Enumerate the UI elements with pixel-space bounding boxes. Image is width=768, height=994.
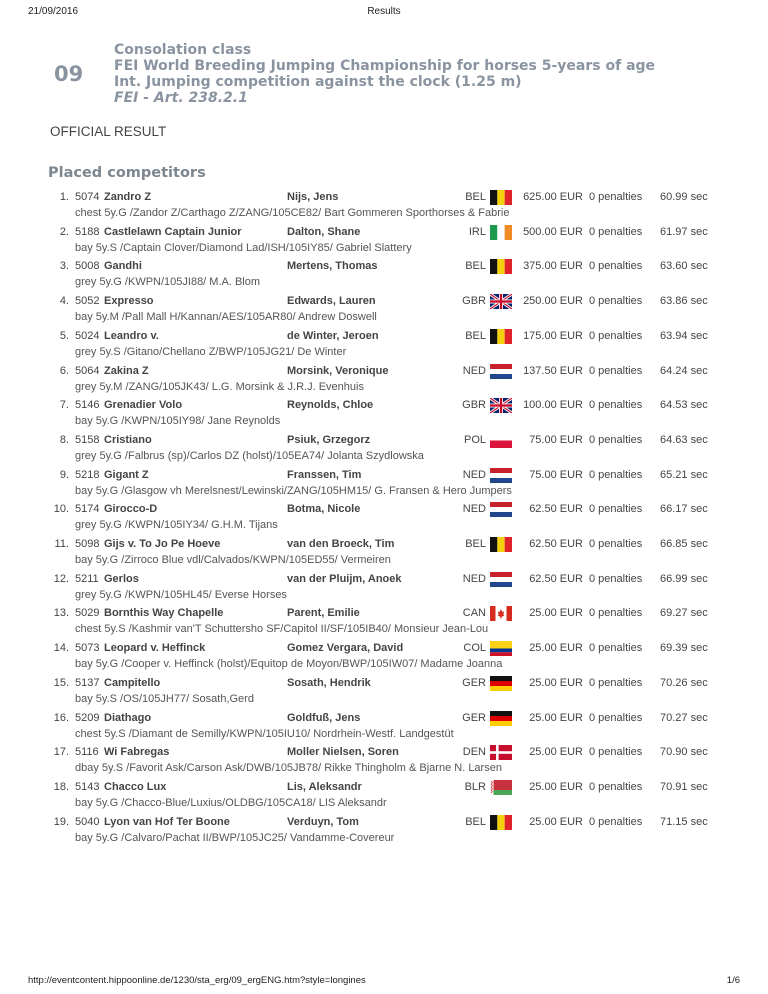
result-details: grey 5y.G /Falbrus (sp)/Carlos DZ (holst)/105EA74/ Jolanta Szydlowska	[75, 449, 424, 462]
result-horse: Chacco Lux	[104, 780, 167, 793]
result-rider: van der Pluijm, Anoek	[287, 572, 402, 585]
result-rank: 11.	[54, 538, 69, 550]
result-bib: 5209	[75, 711, 100, 724]
result-horse: Cristiano	[104, 433, 152, 446]
result-time: 61.97 sec	[660, 225, 708, 238]
result-prize: 25.00 EUR	[529, 607, 583, 620]
result-time: 69.27 sec	[660, 607, 708, 620]
result-horse: Campitello	[104, 676, 161, 689]
result-time: 69.39 sec	[660, 642, 708, 655]
result-main-line	[0, 573, 768, 587]
print-title: Results	[367, 6, 401, 17]
result-rider: Edwards, Lauren	[287, 295, 376, 308]
result-entry	[0, 330, 768, 364]
result-penalties: 0 penalties	[589, 780, 643, 793]
result-rider: Verduyn, Tom	[287, 815, 359, 828]
page-number: 1/6	[726, 975, 740, 986]
result-time: 60.99 sec	[660, 191, 708, 203]
result-horse: Diathago	[104, 711, 152, 724]
result-horse: Girocco-D	[104, 503, 158, 516]
pol-flag	[490, 433, 512, 448]
result-penalties: 0 penalties	[589, 642, 643, 655]
competition-type: Int. Jumping competition against the clock (1.25 m)	[114, 74, 522, 90]
ned-flag	[490, 572, 512, 587]
result-penalties: 0 penalties	[589, 329, 643, 342]
result-details: bay 5y.G /Cooper v. Heffinck (holst)/Equitop de Moyon/BWP/105IW07/ Madame Joanna	[75, 658, 503, 671]
result-bib: 5098	[75, 538, 100, 550]
result-penalties: 0 penalties	[589, 225, 643, 238]
result-main-line	[0, 469, 768, 483]
result-horse: Leopard v. Heffinck	[104, 642, 206, 655]
result-main-line	[0, 191, 768, 205]
result-rank: 15.	[53, 676, 69, 689]
result-details: grey 5y.S /Gitano/Chellano Z/BWP/105JG21/ De Winter	[75, 345, 347, 358]
result-nation: NED	[462, 468, 486, 481]
result-rank: 4.	[59, 295, 69, 308]
result-penalties: 0 penalties	[589, 260, 643, 273]
result-penalties: 0 penalties	[589, 711, 643, 724]
result-rank: 17.	[53, 746, 69, 759]
result-penalties: 0 penalties	[589, 538, 643, 550]
result-entry	[0, 226, 768, 260]
result-prize: 175.00 EUR	[523, 329, 583, 342]
result-details: grey 5y.G /KWPN/105JI88/ M.A. Blom	[75, 276, 261, 289]
result-entry	[0, 469, 768, 503]
result-penalties: 0 penalties	[589, 433, 643, 446]
section-title: Placed competitors	[48, 165, 206, 181]
result-penalties: 0 penalties	[589, 815, 643, 828]
result-nation: NED	[462, 572, 486, 585]
result-penalties: 0 penalties	[589, 503, 643, 516]
result-nation: IRL	[468, 225, 486, 238]
result-horse: Wi Fabregas	[104, 746, 170, 759]
ger-flag	[490, 676, 512, 691]
can-flag	[490, 606, 512, 621]
result-time: 70.26 sec	[660, 676, 708, 689]
result-details: bay 5y.S /Captain Clover/Diamond Lad/ISH/105IY85/ Gabriel Slattery	[75, 241, 412, 254]
result-bib: 5211	[75, 572, 99, 585]
result-entry	[0, 781, 768, 815]
result-nation: COL	[463, 642, 486, 655]
result-rider: Dalton, Shane	[287, 225, 361, 238]
result-rank: 10.	[53, 503, 69, 516]
result-bib: 5024	[75, 329, 100, 342]
result-horse: Gandhi	[104, 260, 142, 273]
bel-flag	[490, 259, 512, 274]
blr-flag	[490, 780, 512, 795]
gbr-flag	[490, 294, 512, 309]
ger-flag	[490, 711, 512, 726]
result-bib: 5218	[75, 468, 100, 481]
result-bib: 5146	[75, 399, 100, 412]
result-entry	[0, 642, 768, 676]
result-horse: Zandro Z	[104, 191, 152, 203]
result-rider: Goldfuß, Jens	[287, 711, 361, 724]
result-prize: 375.00 EUR	[523, 260, 583, 273]
result-rank: 3.	[59, 260, 69, 273]
result-penalties: 0 penalties	[589, 676, 643, 689]
result-prize: 25.00 EUR	[529, 815, 583, 828]
result-main-line	[0, 434, 768, 448]
result-time: 66.17 sec	[660, 503, 708, 516]
competition-titles	[114, 42, 655, 106]
result-rider: Franssen, Tim	[287, 468, 362, 481]
result-nation: BEL	[465, 191, 486, 203]
result-bib: 5158	[75, 433, 100, 446]
result-penalties: 0 penalties	[589, 191, 643, 203]
bel-flag	[490, 329, 512, 344]
result-entry	[0, 295, 768, 329]
competition-article: FEI - Art. 238.2.1	[114, 90, 248, 106]
result-penalties: 0 penalties	[589, 572, 643, 585]
result-time: 63.86 sec	[660, 295, 708, 308]
result-entry	[0, 816, 768, 850]
result-prize: 75.00 EUR	[529, 468, 583, 481]
page-url: http://eventcontent.hippoonline.de/1230/sta_erg/09_ergENG.htm?style=longines	[28, 975, 366, 986]
result-details: grey 5y.M /ZANG/105JK43/ L.G. Morsink & J.R.J. Evenhuis	[75, 380, 364, 393]
print-date: 21/09/2016	[28, 6, 79, 17]
result-time: 70.90 sec	[660, 746, 708, 759]
result-bib: 5174	[75, 503, 100, 516]
result-horse: Castlelawn Captain Junior	[104, 225, 242, 238]
result-main-line	[0, 781, 768, 795]
result-penalties: 0 penalties	[589, 746, 643, 759]
result-rider: Moller Nielsen, Soren	[287, 746, 399, 759]
result-prize: 137.50 EUR	[523, 364, 583, 377]
result-main-line	[0, 260, 768, 274]
result-horse: Gijs v. To Jo Pe Hoeve	[104, 538, 221, 550]
result-bib: 5073	[75, 642, 100, 655]
result-main-line	[0, 330, 768, 344]
result-rider: Sosath, Hendrik	[287, 676, 371, 689]
bel-flag	[490, 815, 512, 830]
result-bib: 5029	[75, 607, 100, 620]
result-entry	[0, 503, 768, 537]
result-main-line	[0, 226, 768, 240]
result-entry	[0, 191, 768, 225]
bel-flag	[490, 537, 512, 552]
result-horse: Expresso	[104, 295, 154, 308]
result-nation: BEL	[465, 538, 486, 550]
result-prize: 25.00 EUR	[529, 676, 583, 689]
result-main-line	[0, 816, 768, 830]
result-rider: van den Broeck, Tim	[287, 538, 395, 550]
result-prize: 62.50 EUR	[529, 503, 583, 516]
result-nation: BEL	[465, 260, 486, 273]
ned-flag	[490, 364, 512, 379]
result-entry	[0, 365, 768, 399]
result-entry	[0, 260, 768, 294]
result-entry	[0, 538, 768, 572]
result-details: grey 5y.G /KWPN/105HL45/ Everse Horses	[75, 588, 287, 601]
result-horse: Gerlos	[104, 572, 139, 585]
competition-number: 09	[54, 62, 84, 86]
result-main-line	[0, 365, 768, 379]
result-details: chest 5y.S /Kashmir van'T Schuttersho SF/Capitol II/SF/105IB40/ Monsieur Jean-Lou	[75, 623, 489, 636]
result-horse: Zakina Z	[104, 364, 149, 377]
result-prize: 625.00 EUR	[523, 191, 583, 203]
result-prize: 75.00 EUR	[529, 433, 583, 446]
result-prize: 62.50 EUR	[529, 538, 583, 550]
result-entry	[0, 434, 768, 468]
result-time: 66.99 sec	[660, 572, 708, 585]
result-rider: Mertens, Thomas	[287, 260, 378, 273]
result-nation: GER	[462, 676, 486, 689]
result-rank: 2.	[59, 225, 69, 238]
result-nation: GBR	[462, 295, 486, 308]
result-rider: de Winter, Jeroen	[287, 329, 379, 342]
result-penalties: 0 penalties	[589, 295, 643, 308]
result-main-line	[0, 746, 768, 760]
result-main-line	[0, 607, 768, 621]
result-bib: 5137	[75, 676, 100, 689]
result-time: 64.53 sec	[660, 399, 708, 412]
result-details: dbay 5y.S /Favorit Ask/Carson Ask/DWB/105JB78/ Rikke Thingholm & Bjarne N. Larsen	[75, 762, 502, 775]
result-bib: 5008	[75, 260, 100, 273]
bel-flag	[490, 190, 512, 205]
result-penalties: 0 penalties	[589, 468, 643, 481]
print-header	[28, 6, 740, 20]
result-entry	[0, 573, 768, 607]
result-rider: Botma, Nicole	[287, 503, 361, 516]
result-rank: 5.	[59, 329, 69, 342]
result-horse: Grenadier Volo	[104, 399, 183, 412]
official-result-label: OFFICIAL RESULT	[50, 124, 167, 139]
result-main-line	[0, 399, 768, 413]
result-rider: Reynolds, Chloe	[287, 399, 374, 412]
result-bib: 5116	[75, 746, 99, 759]
gbr-flag	[490, 398, 512, 413]
result-nation: NED	[462, 364, 486, 377]
result-rank: 12.	[53, 572, 69, 585]
result-entry	[0, 399, 768, 433]
result-entry	[0, 677, 768, 711]
result-horse: Gigant Z	[104, 468, 149, 481]
result-details: bay 5y.G /Zirroco Blue vdl/Calvados/KWPN/105ED55/ Vermeiren	[75, 554, 391, 566]
ned-flag	[490, 468, 512, 483]
result-nation: NED	[462, 503, 486, 516]
result-rank: 9.	[59, 468, 69, 481]
result-prize: 250.00 EUR	[523, 295, 583, 308]
result-rank: 7.	[59, 399, 69, 412]
result-details: bay 5y.G /Glasgow vh Merelsnest/Lewinski/ZANG/105HM15/ G. Fransen & Hero Jumpers	[75, 484, 512, 497]
result-time: 63.60 sec	[660, 260, 708, 273]
result-nation: GBR	[462, 399, 486, 412]
result-penalties: 0 penalties	[589, 364, 643, 377]
result-time: 71.15 sec	[660, 815, 708, 828]
result-horse: Leandro v.	[104, 329, 159, 342]
result-bib: 5188	[75, 225, 100, 238]
result-nation: BLR	[464, 780, 486, 793]
result-rider: Nijs, Jens	[287, 191, 339, 203]
result-rider: Lis, Aleksandr	[287, 780, 362, 793]
result-prize: 25.00 EUR	[529, 642, 583, 655]
result-nation: POL	[463, 433, 486, 446]
result-bib: 5052	[75, 295, 100, 308]
result-main-line	[0, 295, 768, 309]
result-prize: 25.00 EUR	[529, 711, 583, 724]
result-rank: 6.	[59, 364, 69, 377]
result-time: 64.24 sec	[660, 364, 708, 377]
result-details: bay 5y.G /Chacco-Blue/Luxius/OLDBG/105CA18/ LIS Aleksandr	[75, 796, 387, 809]
result-main-line	[0, 677, 768, 691]
result-main-line	[0, 642, 768, 656]
result-time: 70.91 sec	[660, 780, 708, 793]
result-rank: 14.	[53, 642, 69, 655]
competition-class: Consolation class	[114, 42, 252, 58]
result-nation: BEL	[465, 815, 486, 828]
result-rank: 19.	[53, 815, 69, 828]
result-rank: 18.	[53, 780, 69, 793]
result-time: 64.63 sec	[660, 433, 708, 446]
result-details: bay 5y.G /Calvaro/Pachat II/BWP/105JC25/ Vandamme-Covereur	[75, 831, 395, 844]
result-entry	[0, 746, 768, 780]
result-prize: 25.00 EUR	[529, 780, 583, 793]
result-details: bay 5y.M /Pall Mall H/Kannan/AES/105AR80/ Andrew Doswell	[75, 311, 377, 324]
result-rank: 8.	[59, 433, 69, 446]
result-prize: 500.00 EUR	[523, 225, 583, 238]
result-rider: Morsink, Veronique	[287, 364, 389, 377]
result-details: chest 5y.S /Diamant de Semilly/KWPN/105IU10/ Nordrhein-Westf. Landgestüt	[75, 727, 454, 740]
result-bib: 5040	[75, 815, 100, 828]
competition-name: FEI World Breeding Jumping Championship for horses 5-years of age	[114, 58, 656, 74]
result-rank: 16.	[53, 711, 69, 724]
result-rider: Psiuk, Grzegorz	[287, 433, 371, 446]
result-penalties: 0 penalties	[589, 607, 643, 620]
result-entry	[0, 712, 768, 746]
result-nation: GER	[462, 711, 486, 724]
result-bib: 5074	[75, 191, 100, 203]
result-main-line	[0, 503, 768, 517]
result-time: 70.27 sec	[660, 711, 708, 724]
result-bib: 5143	[75, 780, 100, 793]
den-flag	[490, 745, 512, 760]
col-flag	[490, 641, 512, 656]
result-main-line	[0, 538, 768, 552]
result-main-line	[0, 712, 768, 726]
result-time: 65.21 sec	[660, 468, 708, 481]
result-time: 63.94 sec	[660, 329, 708, 342]
result-rider: Parent, Emilie	[287, 607, 360, 620]
result-time: 66.85 sec	[660, 538, 708, 550]
result-details: grey 5y.G /KWPN/105IY34/ G.H.M. Tijans	[75, 519, 278, 532]
result-nation: CAN	[462, 607, 486, 620]
result-horse: Lyon van Hof Ter Boone	[104, 815, 230, 828]
result-details: bay 5y.S /OS/105JH77/ Sosath,Gerd	[75, 692, 254, 705]
result-rank: 1.	[59, 191, 69, 203]
result-bib: 5064	[75, 364, 100, 377]
result-nation: DEN	[462, 746, 486, 759]
result-rank: 13.	[53, 607, 69, 620]
result-details: bay 5y.G /KWPN/105IY98/ Jane Reynolds	[75, 415, 281, 428]
result-penalties: 0 penalties	[589, 399, 643, 412]
result-prize: 100.00 EUR	[523, 399, 583, 412]
irl-flag	[490, 225, 512, 240]
result-prize: 25.00 EUR	[529, 746, 583, 759]
result-entry	[0, 607, 768, 641]
result-prize: 62.50 EUR	[529, 572, 583, 585]
result-details: chest 5y.G /Zandor Z/Carthago Z/ZANG/105CE82/ Bart Gommeren Sporthorses & Fabrie	[75, 207, 510, 219]
result-nation: BEL	[465, 329, 486, 342]
result-rider: Gomez Vergara, David	[287, 642, 404, 655]
result-horse: Bornthis Way Chapelle	[104, 607, 224, 620]
ned-flag	[490, 502, 512, 517]
